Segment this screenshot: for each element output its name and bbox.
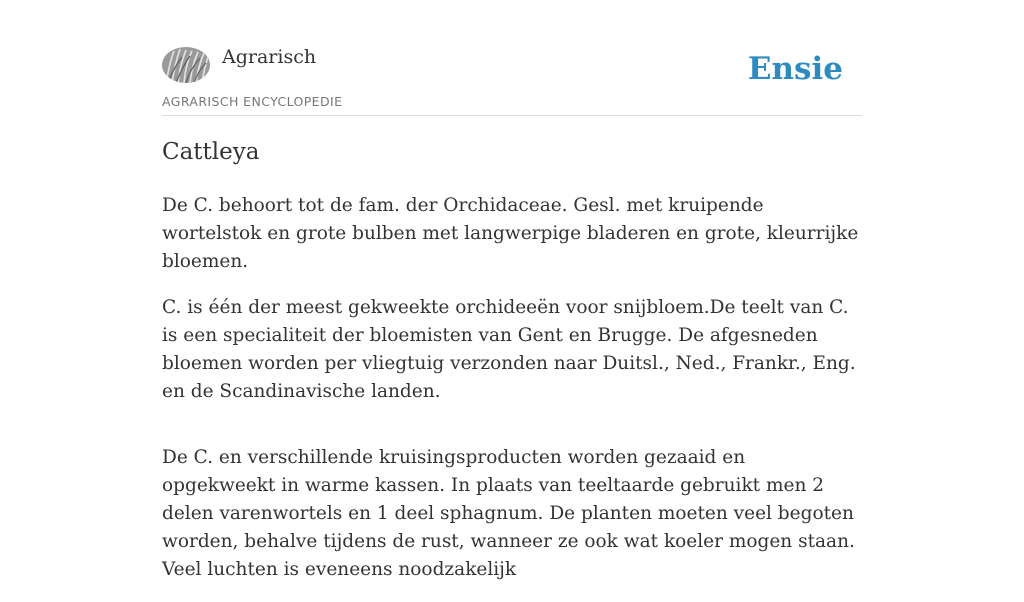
brand-logo[interactable]: Ensie <box>747 51 843 87</box>
page <box>162 0 862 580</box>
site-name[interactable]: Agrarisch <box>222 46 317 68</box>
article-body <box>162 192 862 602</box>
article-paragraph: C. is één der meest gekweekte orchideeën voor snijbloem.De teelt van C. is een specialiteit der bloemisten van Gent en Brugge. De afgesneden bloemen worden per vliegtuig verzonden naar Duitsl., Ned., Frankr., Eng. en de Scandinavische landen. <box>162 297 856 402</box>
article-paragraph: De C. behoort tot de fam. der Orchidaceae. Gesl. met kruipende wortelstok en grote bulben met langwerpige bladeren en grote, kleurrijke bloemen. <box>162 195 859 272</box>
wheat-field-icon[interactable] <box>162 47 210 83</box>
article-paragraph: De C. en verschillende kruisingsproducten worden gezaaid en opgekweekt in warme kassen. In plaats van teeltaarde gebruikt men 2 delen varenwortels en 1 deel sphagnum. De planten moeten veel begoten worden, behalve tijdens de rust, wanneer ze ook wat koeler mogen staan. Veel luchten is eveneens noodzakelijk <box>162 447 855 580</box>
article-title: Cattleya <box>162 139 260 165</box>
header <box>162 0 862 116</box>
site-subtitle[interactable]: AGRARISCH ENCYCLOPEDIE <box>162 94 343 109</box>
